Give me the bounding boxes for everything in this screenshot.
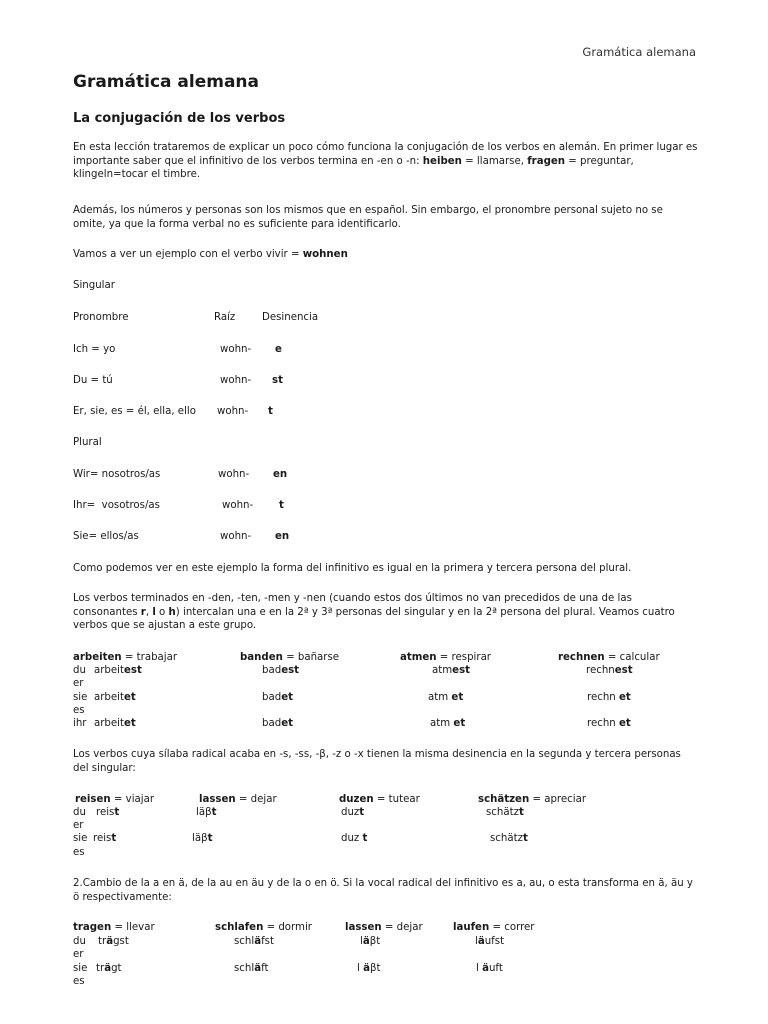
verb-form: atm et (428, 692, 464, 703)
paragraph-den-ten-verbs: Los verbos terminados en -den, -ten, -men y -nen (cuando estos dos últimos no van precedidos de una de las consonantes r, l o h) intercalan una e en la 2ª y 3ª personas del singular y en la 2ª persona del plural. Veamos cuatro verbos que se ajustan a este grupo. (73, 593, 675, 631)
paragraph-s-ss-verbs: Los verbos cuya sílaba radical acaba en -s, -ss, -β, -z o -x tienen la misma desinencia en la segunda y tercera personas del singular: (73, 749, 681, 774)
conj-root: wohn- (217, 406, 249, 417)
pronoun-label: er (73, 820, 84, 831)
intro-paragraph-3: Vamos a ver un ejemplo con el verbo vivir = wohnen (73, 249, 348, 260)
conj-root: wohn- (220, 344, 252, 355)
verb-heading: tragen = llevar (73, 922, 155, 933)
verb-form: rechn et (587, 692, 631, 703)
conj-pronoun: Du = tú (73, 375, 113, 386)
verb-form: läβt (360, 936, 381, 947)
pronoun-label: er (73, 678, 84, 689)
verb-form: l äuft (476, 963, 503, 974)
verb-form: badet (262, 718, 293, 729)
verb-form: schläft (234, 963, 269, 974)
verb-form: duz t (341, 833, 368, 844)
verb-heading: lassen = dejar (345, 922, 423, 933)
verb-form: schläfst (234, 936, 274, 947)
pronoun-label: es (73, 847, 85, 858)
header-ending: Desinencia (262, 312, 319, 323)
pronoun-label: sie (73, 963, 88, 974)
conj-ending: t (268, 406, 273, 417)
verb-form: reist (93, 833, 117, 844)
pronoun-label: es (73, 976, 85, 987)
conj-ending: e (275, 344, 282, 355)
verb-form: reist (96, 807, 120, 818)
pronoun-label: du (73, 807, 86, 818)
pronoun-label: er (73, 949, 84, 960)
verb-form: arbeitet (94, 718, 136, 729)
header-pronoun: Pronombre (73, 312, 129, 323)
singular-label: Singular (73, 280, 115, 291)
running-header: Gramática alemana (582, 45, 696, 59)
conj-root: wohn- (218, 469, 250, 480)
conj-ending: t (279, 500, 284, 511)
conj-pronoun: Wir= nosotros/as (73, 469, 161, 480)
verb-form: badet (262, 692, 293, 703)
section-title: La conjugación de los verbos (73, 111, 286, 126)
conj-root: wohn- (222, 500, 254, 511)
verb-heading: banden = bañarse (240, 652, 340, 663)
pronoun-label: sie (73, 833, 88, 844)
conj-ending: en (275, 531, 290, 542)
verb-form: läβt (192, 833, 213, 844)
conj-pronoun: Er, sie, es = él, ella, ello (73, 406, 196, 417)
verb-heading: lassen = dejar (199, 794, 277, 805)
verb-form: läβt (196, 807, 217, 818)
verb-form: schätzt (490, 833, 528, 844)
verb-form: arbeitest (94, 665, 142, 676)
verb-form: l äβt (357, 963, 381, 974)
verb-heading: schätzen = apreciar (478, 794, 587, 805)
verb-form: atmest (432, 665, 471, 676)
conj-pronoun: Ihr= vosotros/as (73, 500, 160, 511)
verb-form: duzt (341, 807, 365, 818)
verb-form: arbeitet (94, 692, 136, 703)
verb-form: trägt (96, 963, 122, 974)
header-root: Raíz (214, 312, 236, 323)
intro-paragraph-1: En esta lección trataremos de explicar un poco cómo funciona la conjugación de los verbos en alemán. En primer lugar es importante saber que el infinitivo de los verbos termina en -en o -n: heiben = llamarse, fragen = preguntar, klingeln=tocar el timbre. (73, 142, 698, 180)
verb-heading: rechnen = calcular (558, 652, 660, 663)
verb-heading: atmen = respirar (400, 652, 492, 663)
pronoun-label: du (73, 936, 86, 947)
conj-root: wohn- (220, 531, 252, 542)
verb-heading: laufen = correr (453, 922, 535, 933)
verb-form: badest (262, 665, 300, 676)
verb-heading: schlafen = dormir (215, 922, 312, 933)
page-title: Gramática alemana (73, 72, 260, 92)
conj-root: wohn- (220, 375, 252, 386)
conj-pronoun: Sie= ellos/as (73, 531, 139, 542)
verb-form: schätzt (486, 807, 524, 818)
verb-heading: reisen = viajar (75, 794, 155, 805)
conj-pronoun: Ich = yo (73, 344, 116, 355)
plural-label: Plural (73, 437, 102, 448)
paragraph-infinitive-note: Como podemos ver en este ejemplo la forma del infinitivo es igual en la primera y tercera persona del plural. (73, 563, 632, 574)
verb-heading: duzen = tutear (339, 794, 420, 805)
verb-form: trägst (98, 936, 129, 947)
verb-form: läufst (475, 936, 505, 947)
pronoun-label: es (73, 705, 85, 716)
verb-heading: arbeiten = trabajar (73, 652, 178, 663)
paragraph-umlaut-change: 2.Cambio de la a en ä, de la au en äu y de la o en ö. Si la vocal radical del infinitivo es a, au, o esta transforma en ä, äu y ö respectivamente: (73, 878, 693, 903)
pronoun-label: sie (73, 692, 88, 703)
pronoun-label: du (73, 665, 86, 676)
conj-ending: st (272, 375, 283, 386)
intro-paragraph-2: Además, los números y personas son los mismos que en español. Sin embargo, el pronombre personal sujeto no se omite, ya que la forma verbal no es suficiente para identificarlo. (73, 205, 663, 230)
verb-form: rechn et (587, 718, 631, 729)
pronoun-label: ihr (73, 718, 87, 729)
verb-form: atm et (430, 718, 466, 729)
conj-ending: en (273, 469, 288, 480)
verb-form: rechnest (586, 665, 633, 676)
